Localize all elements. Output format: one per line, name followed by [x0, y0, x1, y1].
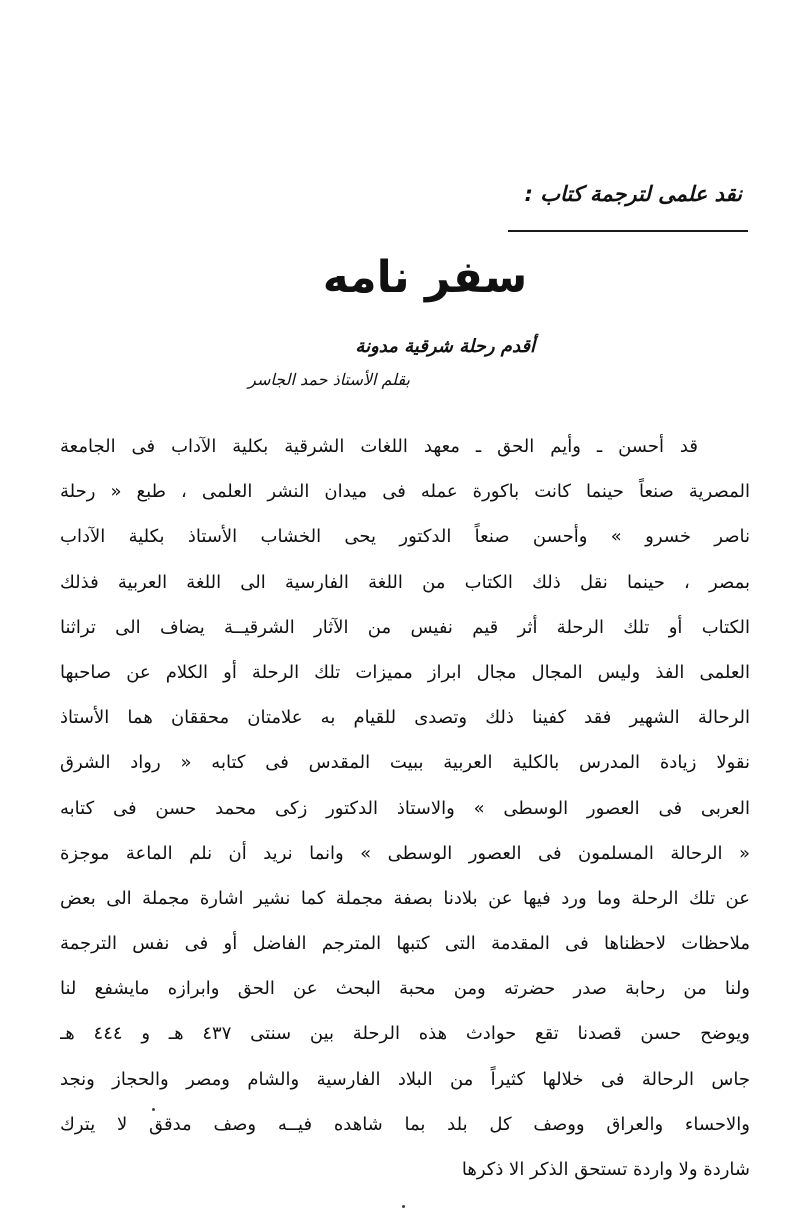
- body-line-last: شاردة ولا واردة تستحق الذكر الا ذكرها: [461, 1159, 750, 1180]
- article-body: [60, 424, 750, 1192]
- body-line: ولنا من رحابة صدر حضرته ومن محبة البحث عن الحق وابرازه مايشفع لنا: [60, 978, 750, 1000]
- body-line: ناصر خسرو » وأحسن صنعاً الدكتور يحى الخشاب الأستاذ بكلية الآداب: [60, 526, 750, 548]
- author-byline: بقلم الأستاذ حمد الجاسر: [248, 370, 410, 389]
- body-line: الرحالة الشهير فقد كفينا ذلك وتصدى للقيام به علامتان محققان هما الأستاذ: [60, 707, 750, 729]
- print-speck: [402, 1205, 405, 1208]
- article-title: سفر نامه: [322, 252, 528, 303]
- body-line: جاس الرحالة فى خلالها كثيراً من البلاد الفارسية والشام ومصر والحجاز ونجد: [60, 1068, 750, 1090]
- body-line: الكتاب أو تلك الرحلة أثر قيم نفيس من الآثار الشرقيــة يضاف الى تراثنا: [60, 616, 750, 638]
- body-line: والاحساء والعراق ووصف كل بلد بما شاهده فيــه وصف مدقق لا يترك: [60, 1113, 750, 1135]
- body-line: « الرحالة المسلمون فى العصور الوسطى » وانما نريد أن نلم الماعة موجزة: [60, 842, 750, 864]
- body-line: المصرية صنعاً حينما كانت باكورة عمله فى ميدان النشر العلمى ، طبع « رحلة: [60, 481, 750, 503]
- body-line: بمصر ، حينما نقل ذلك الكتاب من اللغة الفارسية الى اللغة العربية فذلك: [60, 571, 750, 593]
- section-label-underline: [508, 230, 748, 232]
- body-line: ملاحظات لاحظناها فى المقدمة التى كتبها المترجم الفاضل أو فى نفس الترجمة: [60, 933, 750, 955]
- body-line: نقولا زيادة المدرس بالكلية العربية ببيت المقدس فى كتابه « رواد الشرق: [60, 752, 750, 774]
- section-label: نقد علمى لترجمة كتاب :: [524, 182, 742, 206]
- body-line: ويوضح حسن قصدنا تقع حوادث هذه الرحلة بين سنتى ٤٣٧ هـ و ٤٤٤ هـ: [60, 1023, 750, 1045]
- body-line: عن تلك الرحلة وما ورد فيها عن بلادنا بصفة مجملة كما نشير اشارة مجملة الى بعض: [60, 887, 750, 909]
- body-line: قد أحسن ـ وأيم الحق ـ معهد اللغات الشرقية بكلية الآداب فى الجامعة: [60, 436, 698, 457]
- body-line: العلمى الفذ وليس المجال مجال ابراز مميزات تلك الرحلة أو الكلام عن صاحبها: [60, 661, 750, 683]
- body-line: العربى فى العصور الوسطى » والاستاذ الدكتور زكى محمد حسن فى كتابه: [60, 797, 750, 819]
- print-speck: [152, 1108, 155, 1111]
- article-subtitle: أقدم رحلة شرقية مدونة: [355, 336, 535, 357]
